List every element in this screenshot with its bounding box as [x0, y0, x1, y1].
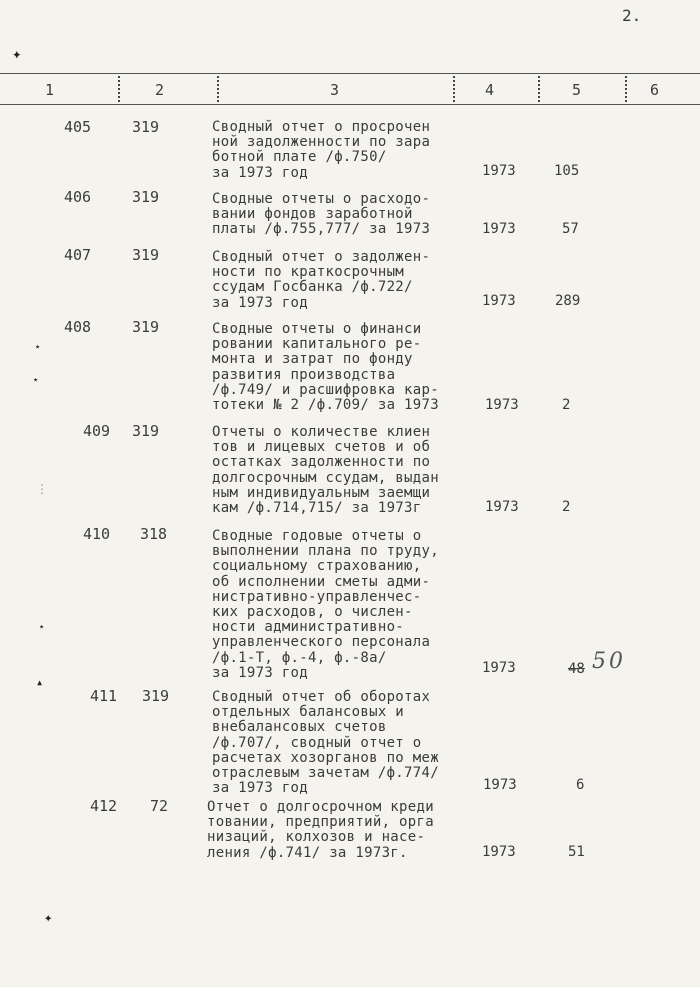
row-year: 1973 — [482, 293, 516, 309]
row-count: 6 — [576, 777, 585, 793]
row-count: 105 — [554, 163, 580, 179]
fund-number: 319 — [132, 246, 160, 264]
page-number: 2. — [622, 6, 642, 25]
header-col-2: 2 — [155, 81, 165, 99]
scan-mark: ⋆ — [34, 340, 42, 354]
row-description: Отчет о долгосрочном креди товании, предприятий, орга низаций, колхозов и насе- ления /ф.741/ за 1973г. — [207, 799, 434, 861]
row-description: Сводные отчеты о финанси ровании капитального ре- монта и затрат по фонду развития производства /ф.749/ и расшифровка кар- тотеки № 2 /ф.709/ за 1973 — [212, 321, 439, 414]
row-count: 289 — [555, 293, 581, 309]
fund-number: 318 — [140, 525, 168, 543]
header-col-1: 1 — [45, 81, 55, 99]
fund-number: 319 — [132, 118, 160, 136]
header-top-rule — [0, 73, 700, 74]
row-count: 51 — [568, 844, 585, 860]
header-separator — [625, 76, 627, 102]
row-number: 408 — [64, 318, 92, 336]
row-year: 1973 — [485, 499, 519, 515]
fund-number: 72 — [150, 797, 169, 815]
row-count: 48 — [568, 661, 585, 677]
row-description: Сводные годовые отчеты о выполнении плана по труду, социальному страхованию, об исполнении сметы адми- нистративно-управленчес- ких расходов, о числен- ности административно- управленческого персонала /ф.1-Т, ф.-4, ф.-8а/ за 1973 год — [212, 528, 439, 681]
scan-mark: ✦ — [12, 44, 22, 63]
header-bottom-rule — [0, 104, 700, 105]
row-number: 406 — [64, 188, 92, 206]
scan-mark: ⋆ — [38, 620, 46, 634]
header-col-5: 5 — [572, 81, 582, 99]
row-number: 409 — [83, 422, 111, 440]
scan-mark: ⋆ — [32, 373, 40, 387]
fund-number: 319 — [142, 687, 170, 705]
row-description: Сводный отчет о задолжен- ности по краткосрочным ссудам Госбанка /ф.722/ за 1973 год — [212, 249, 431, 311]
row-number: 412 — [90, 797, 118, 815]
scan-mark: ▴ — [36, 675, 44, 689]
row-year: 1973 — [485, 397, 519, 413]
row-number: 405 — [64, 118, 92, 136]
header-separator — [538, 76, 540, 102]
row-description: Сводный отчет об оборотах отдельных балансовых и внебалансовых счетов /ф.707/, сводный отчет о расчетах хозорганов по меж отраслевым зачетам /ф.774/ за 1973 год — [212, 689, 439, 797]
handwritten-count-correction: 50 — [592, 649, 626, 674]
row-year: 1973 — [482, 844, 516, 860]
row-count: 2 — [562, 397, 571, 413]
scan-mark: ✦ — [44, 910, 53, 926]
row-year: 1973 — [482, 221, 516, 237]
fund-number: 319 — [132, 318, 160, 336]
row-year: 1973 — [482, 660, 516, 676]
header-col-6: 6 — [650, 81, 660, 99]
row-year: 1973 — [483, 777, 517, 793]
header-col-4: 4 — [485, 81, 495, 99]
row-number: 410 — [83, 525, 111, 543]
row-count: 57 — [562, 221, 579, 237]
header-separator — [217, 76, 219, 102]
header-col-3: 3 — [330, 81, 340, 99]
row-year: 1973 — [482, 163, 516, 179]
scan-mark: ⋮ — [36, 482, 48, 496]
row-description: Сводный отчет о просрочен ной задолженности по зара ботной плате /ф.750/ за 1973 год — [212, 119, 431, 181]
fund-number: 319 — [132, 188, 160, 206]
row-number: 407 — [64, 246, 92, 264]
fund-number: 319 — [132, 422, 160, 440]
row-description: Сводные отчеты о расходо- вании фондов заработной платы /ф.755,777/ за 1973 — [212, 191, 431, 238]
header-separator — [453, 76, 455, 102]
row-count: 2 — [562, 499, 571, 515]
row-description: Отчеты о количестве клиен тов и лицевых счетов и об остатках задолженности по долгосрочным ссудам, выдан ным индивидуальным заемщи кам /ф.714,715/ за 1973г — [212, 424, 439, 517]
header-separator — [118, 76, 120, 102]
row-number: 411 — [90, 687, 118, 705]
